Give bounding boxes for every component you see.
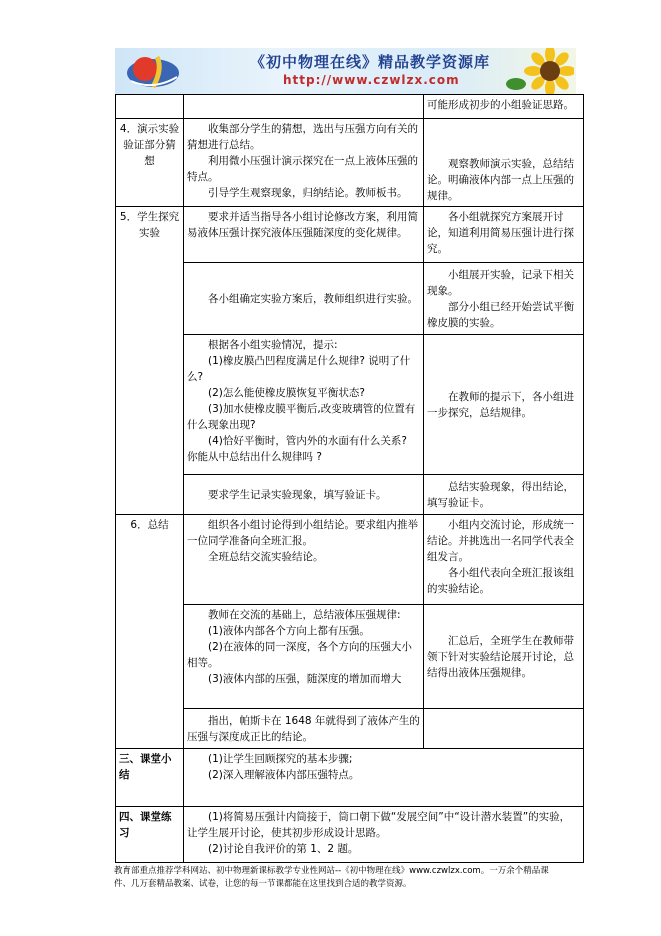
table-row <box>116 605 584 709</box>
teacher-activity-cell <box>184 749 584 807</box>
teacher-activity-cell <box>184 475 424 515</box>
cell-text: (1)将简易压强计内筒接于，筒口朝下做“发展空间”中“设计潜水装置”的实验，让学生展开讨论，使其初步形成设计思路。 <box>187 811 571 839</box>
cell-text: 全班总结交流实验结论。 <box>208 551 324 563</box>
cell-text: 汇总后，全班学生在教师带领下针对实验结论展开讨论，总结得出液体压强规律。 <box>427 634 574 679</box>
table-row <box>116 749 584 807</box>
table-row <box>116 807 584 863</box>
cell-text: 收集部分学生的猜想，选出与压强方向有关的猜想进行总结。 <box>187 123 418 151</box>
cell-text: 观察教师演示实验，总结结论。明确液体内部一点上压强的规律。 <box>427 158 574 202</box>
cell-text: 利用微小压强计演示探究在一点上液体压强的特点。 <box>187 155 418 183</box>
row-label-cell: 4．演示实验验证部分猜想 <box>116 119 184 207</box>
teacher-activity-cell <box>184 335 424 475</box>
sunflower-icon <box>504 48 574 94</box>
cell-text: 组织各小组讨论得到小组结论。要求组内推举一位同学准备向全班汇报。 <box>187 519 418 547</box>
cell-text: 部分小组已经开始尝试平衡橡皮膜的实验。 <box>427 300 574 329</box>
cell-text: 指出，帕斯卡在 1648 年就得到了液体产生的压强与深度成正比的结论。 <box>187 714 420 743</box>
student-activity-cell <box>424 475 584 515</box>
teacher-activity-cell <box>184 95 424 119</box>
student-activity-cell <box>424 95 584 119</box>
table-row <box>116 475 584 515</box>
student-activity-cell <box>424 515 584 605</box>
cell-text: 教师在交流的基础上，总结液体压强规律: <box>208 609 401 621</box>
cell-text: (4)恰好平衡时，管内外的水面有什么关系? 你能从中总结出什么规律吗 ? <box>187 435 407 463</box>
cell-text: (1)橡皮膜凸凹程度满足什么规律? 说明了什么? <box>187 355 411 383</box>
cell-text: 在教师的提示下，各小组进一步探究，总结规律。 <box>427 390 574 419</box>
teacher-activity-cell <box>184 119 424 207</box>
cell-text: 总结实验现象，得出结论，填写验证卡。 <box>427 480 574 509</box>
cell-text: 可能形成初步的小组验证思路。 <box>427 99 574 111</box>
student-activity-cell <box>424 335 584 475</box>
cell-text: (2)在液体的同一深度，各个方向的压强大小相等。 <box>187 641 412 669</box>
row-label-cell: 6．总结 <box>116 515 184 749</box>
cell-text: 要求并适当指导各小组讨论修改方案，利用简易液体压强计探究液体压强随深度的变化规律。 <box>187 211 418 239</box>
teacher-activity-cell <box>184 515 424 605</box>
banner-title: 《初中物理在线》精品教学资源库 <box>250 53 491 71</box>
student-activity-cell <box>424 119 584 207</box>
header-banner <box>115 48 576 94</box>
table-row <box>116 263 584 335</box>
cell-text: (3)液体内部的压强，随深度的增加而增大 <box>208 673 402 685</box>
teacher-activity-cell <box>184 807 584 863</box>
cell-text: 根据各小组实验情况，提示: <box>208 339 338 351</box>
student-activity-cell <box>424 263 584 335</box>
row-label-cell: 5．学生探究实验 <box>116 207 184 515</box>
table-row <box>116 709 584 749</box>
teacher-activity-cell <box>184 605 424 709</box>
cell-text: 引导学生观察现象，归纳结论。教师板书。 <box>208 187 408 199</box>
row-label-cell <box>116 95 184 119</box>
cell-text: 各小组就探究方案展开讨论，知道利用简易压强计进行探究。 <box>427 211 574 255</box>
table-row <box>116 207 584 263</box>
cell-text: (2)讨论自我评价的第 1、2 题。 <box>208 843 359 855</box>
table-row <box>116 335 584 475</box>
cell-text: (1)让学生回顾探究的基本步骤; <box>208 753 353 765</box>
cell-text: 小组展开实验，记录下相关现象。 <box>427 268 574 297</box>
cell-text: (3)加水使橡皮膜平衡后,改变玻璃管的位置有什么现象出现? <box>187 403 416 431</box>
table-row <box>116 95 584 119</box>
cell-text: 小组内交流讨论，形成统一结论。并挑选出一名同学代表全组发言。 <box>427 519 574 563</box>
table-row <box>116 515 584 605</box>
site-logo-icon <box>123 51 183 91</box>
cell-text: 要求学生记录实验现象，填写验证卡。 <box>208 488 387 501</box>
student-activity-cell <box>424 709 584 749</box>
table-row <box>116 119 584 207</box>
student-activity-cell <box>424 207 584 263</box>
cell-text: 各小组代表向全班汇报该组的实验结论。 <box>427 567 574 595</box>
student-activity-cell <box>424 605 584 709</box>
banner-url: http://www.czwlzx.com <box>283 73 460 87</box>
teacher-activity-cell <box>184 263 424 335</box>
page-footer: 教育部重点推荐学科网站、初中物理新课标教学专业性网站--《初中物理在线》www.czwlzx.com。一万余个精品课件、几万套精品教案、试卷，让您的每一节课都能在这里找到合适的教学资源。 <box>114 866 549 889</box>
lesson-plan-table <box>115 94 584 863</box>
cell-text: (2)深入理解液体内部压强特点。 <box>208 769 360 781</box>
row-label-cell: 四、课堂练习 <box>116 807 184 863</box>
cell-text: (2)怎么能使橡皮膜恢复平衡状态? <box>208 387 365 399</box>
cell-text: (1)液体内部各个方向上都有压强。 <box>208 625 370 637</box>
teacher-activity-cell <box>184 207 424 263</box>
cell-text: 各小组确定实验方案后，教师组织进行实验。 <box>208 292 418 305</box>
row-label-cell: 三、课堂小结 <box>116 749 184 807</box>
teacher-activity-cell <box>184 709 424 749</box>
